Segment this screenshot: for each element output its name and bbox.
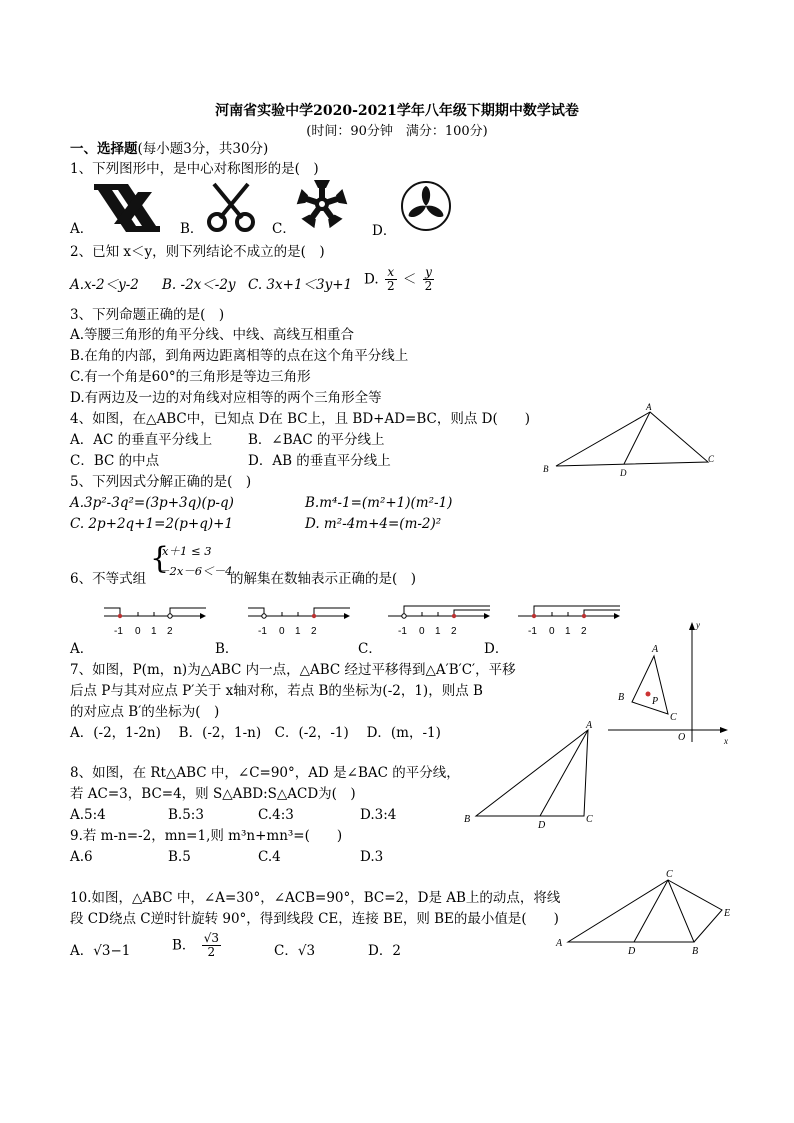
q5-option-d[interactable]: D. m²-4m+4=(m-2)²: [305, 516, 442, 532]
q1-option-d[interactable]: [372, 180, 462, 239]
q10-triangle-figure: [552, 864, 752, 960]
q5-option-b[interactable]: B.m⁴-1=(m²+1)(m²-1): [305, 495, 453, 511]
q2-option-c[interactable]: C. 3x+1＜3y+1: [248, 277, 353, 293]
q1-option-c[interactable]: [272, 180, 362, 237]
sqrt3-minus-1: √3−1: [93, 943, 131, 959]
fraction-y-over-2: $\frac{y}{2}$: [424, 265, 433, 293]
q6-stem-prefix: 6、不等式组: [70, 571, 147, 587]
fraction-x-over-2: $\frac{x}{2}$: [386, 265, 395, 293]
fraction-sqrt3-over-2: $\frac{√3}{2}$: [203, 931, 219, 959]
q8-label-c: C: [586, 814, 593, 825]
q1-label-c: C．: [272, 221, 296, 237]
q4-label-a: A: [646, 402, 652, 412]
q1-label-a: A．: [70, 221, 94, 237]
q6-number-line-d[interactable]: -1 0 1 2: [514, 602, 634, 638]
q1-stem: 1、下列图形中，是中心对称图形的是( ): [70, 161, 319, 177]
q10-line1: 10.如图，△ABC 中，∠A=30°，∠ACB=90°，BC=2，D是 AB上的动点，将线: [70, 890, 561, 906]
q4-label-b: B: [543, 464, 549, 474]
q7-label-o: O: [678, 732, 686, 743]
q6-number-line-a[interactable]: -1 0 1 2: [100, 602, 220, 638]
q7-label-p: P: [652, 696, 659, 707]
q6-stem-suffix: 的解集在数轴表示正确的是( ): [230, 571, 417, 587]
q7-label-b: B: [618, 692, 625, 703]
q7-label-c: C: [670, 712, 677, 723]
q2-option-d[interactable]: [364, 266, 436, 293]
less-than-sign: ＜: [402, 271, 417, 288]
q4-option-c[interactable]: C．BC 的中点: [70, 453, 160, 469]
q10-label-e: E: [724, 908, 731, 919]
q9-option-b[interactable]: B.5: [168, 849, 191, 865]
q9-stem: 9.若 m-n=-2，mn=1,则 m³n+mn³=( ): [70, 828, 343, 844]
q8-label-a: A: [586, 720, 593, 731]
left-brace: {: [150, 541, 170, 576]
q1-option-a[interactable]: [70, 184, 170, 237]
q8-right-triangle-figure: [460, 716, 610, 834]
sqrt3: √3: [297, 943, 316, 959]
q8-option-b[interactable]: B.5:3: [168, 807, 204, 823]
snowflake-gear-icon: [294, 180, 350, 230]
q5-option-c[interactable]: C. 2p+2q+1=2(p+q)+1: [70, 516, 234, 532]
q10-option-a[interactable]: A．√3−1: [70, 943, 131, 959]
q6-label-d: D．: [484, 641, 509, 657]
q3-option-a[interactable]: A.等腰三角形的角平分线、中线、高线互相重合: [70, 327, 355, 343]
q10-line2: 段 CD绕点 C逆时针旋转 90°，得到线段 CE，连接 BE，则 BE的最小值是( ): [70, 911, 559, 927]
double-x-figure-icon: [92, 184, 162, 232]
q6-number-line-c[interactable]: -1 0 1 2: [384, 602, 504, 638]
q7-line2: 后点 P与其对应点 P′关于 x轴对称，若点 B的坐标为(-2，1)，则点 B: [70, 683, 483, 699]
q7-line1: 7、如图，P(m，n)为△ABC 内一点，△ABC 经过平移得到△A′B′C′，平移: [70, 662, 516, 678]
q6-label-c: C．: [358, 641, 382, 657]
q7-label-y: y: [696, 620, 700, 630]
q1-option-b[interactable]: [180, 182, 270, 237]
q2-option-a[interactable]: A.x-2＜y-2: [70, 277, 139, 293]
q9-option-d[interactable]: D.3: [360, 849, 384, 865]
q8-option-a[interactable]: A.5:4: [70, 807, 106, 823]
inequality-2: －2x－6＜－4: [158, 564, 233, 578]
q10-label-c: C: [666, 869, 673, 880]
q5-option-a[interactable]: A.3p²-3q²=(3p+3q)(p-q): [70, 495, 234, 511]
exam-subtitle: (时间：90分钟 满分：100分): [306, 124, 488, 139]
section-title: 一、选择题: [70, 141, 138, 157]
q4-label-c: C: [708, 454, 715, 464]
q3-stem: 3、下列命题正确的是( ): [70, 307, 225, 323]
q4-triangle-figure: [538, 400, 718, 480]
q3-option-d[interactable]: D.有两边及一边的对角线对应相等的两个三角形全等: [70, 390, 382, 406]
q7-line3: 的对应点 B′的坐标为( ): [70, 704, 220, 720]
q7-coordinate-figure: [604, 618, 744, 748]
q7-label-a: A: [652, 644, 659, 655]
q4-option-a[interactable]: A．AC 的垂直平分线上: [70, 432, 213, 448]
q8-label-b: B: [464, 814, 471, 825]
q2-label-d: D.: [364, 271, 379, 288]
q10-label-a: A: [556, 938, 563, 949]
q10-label-d: D: [628, 946, 636, 957]
q10-option-c[interactable]: C．√3: [274, 943, 316, 959]
q4-option-b[interactable]: B．∠BAC 的平分线上: [248, 432, 385, 448]
q10-option-d[interactable]: D．2: [368, 943, 401, 959]
number-line-b-graphic: [244, 602, 364, 628]
q7-label-x: x: [724, 736, 728, 746]
q9-option-a[interactable]: A.6: [70, 849, 93, 865]
q2-option-b[interactable]: B. -2x＜-2y: [162, 277, 236, 293]
section-heading: [70, 140, 268, 158]
exam-title: 河南省实验中学2020-2021学年八年级下期期中数学试卷: [215, 103, 579, 119]
q6-label-b: B．: [215, 641, 239, 657]
q6-label-a: A．: [70, 641, 94, 657]
q10-label-b: B: [692, 946, 699, 957]
q3-option-b[interactable]: B.在角的内部，到角两边距离相等的点在这个角平分线上: [70, 348, 409, 364]
number-line-a-graphic: [100, 602, 220, 628]
q2-stem: 2、已知 x＜y，则下列结论不成立的是( ): [70, 244, 325, 260]
number-line-c-graphic: [384, 602, 504, 628]
q10-option-b[interactable]: B． $\frac{√3}{2}$: [172, 931, 219, 959]
q8-label-d: D: [538, 820, 546, 831]
q4-option-d[interactable]: D．AB 的垂直平分线上: [248, 453, 391, 469]
q8-line2: 若 AC=3，BC=4，则 S△ABD:S△ACD为( ): [70, 786, 356, 802]
inequality-1: x＋1 ≤ 3: [162, 544, 212, 558]
q8-option-c[interactable]: C.4:3: [258, 807, 294, 823]
q1-label-d: D．: [372, 223, 397, 239]
q7-options[interactable]: A．(-2，1-2n) B．(-2，1-n) C．(-2，-1) D．(m，-1): [70, 725, 441, 741]
q8-line1: 8、如图，在 Rt△ABC 中，∠C=90°，AD 是∠BAC 的平分线，: [70, 765, 460, 781]
q5-stem: 5、下列因式分解正确的是( ): [70, 474, 252, 490]
q4-stem: 4、如图，在△ABC中，已知点 D在 BC上，且 BD+AD=BC，则点 D( ): [70, 411, 531, 427]
scissors-icon: [204, 182, 258, 234]
section-note: (每小题3分，共30分): [137, 141, 269, 157]
q4-label-d: D: [620, 468, 627, 478]
q8-option-d[interactable]: D.3:4: [360, 807, 397, 823]
three-blade-circle-icon: [400, 180, 452, 232]
q1-label-b: B．: [180, 221, 204, 237]
q9-option-c[interactable]: C.4: [258, 849, 281, 865]
q6-number-line-b[interactable]: -1 0 1 2: [244, 602, 364, 638]
q3-option-c[interactable]: C.有一个角是60°的三角形是等边三角形: [70, 369, 311, 385]
